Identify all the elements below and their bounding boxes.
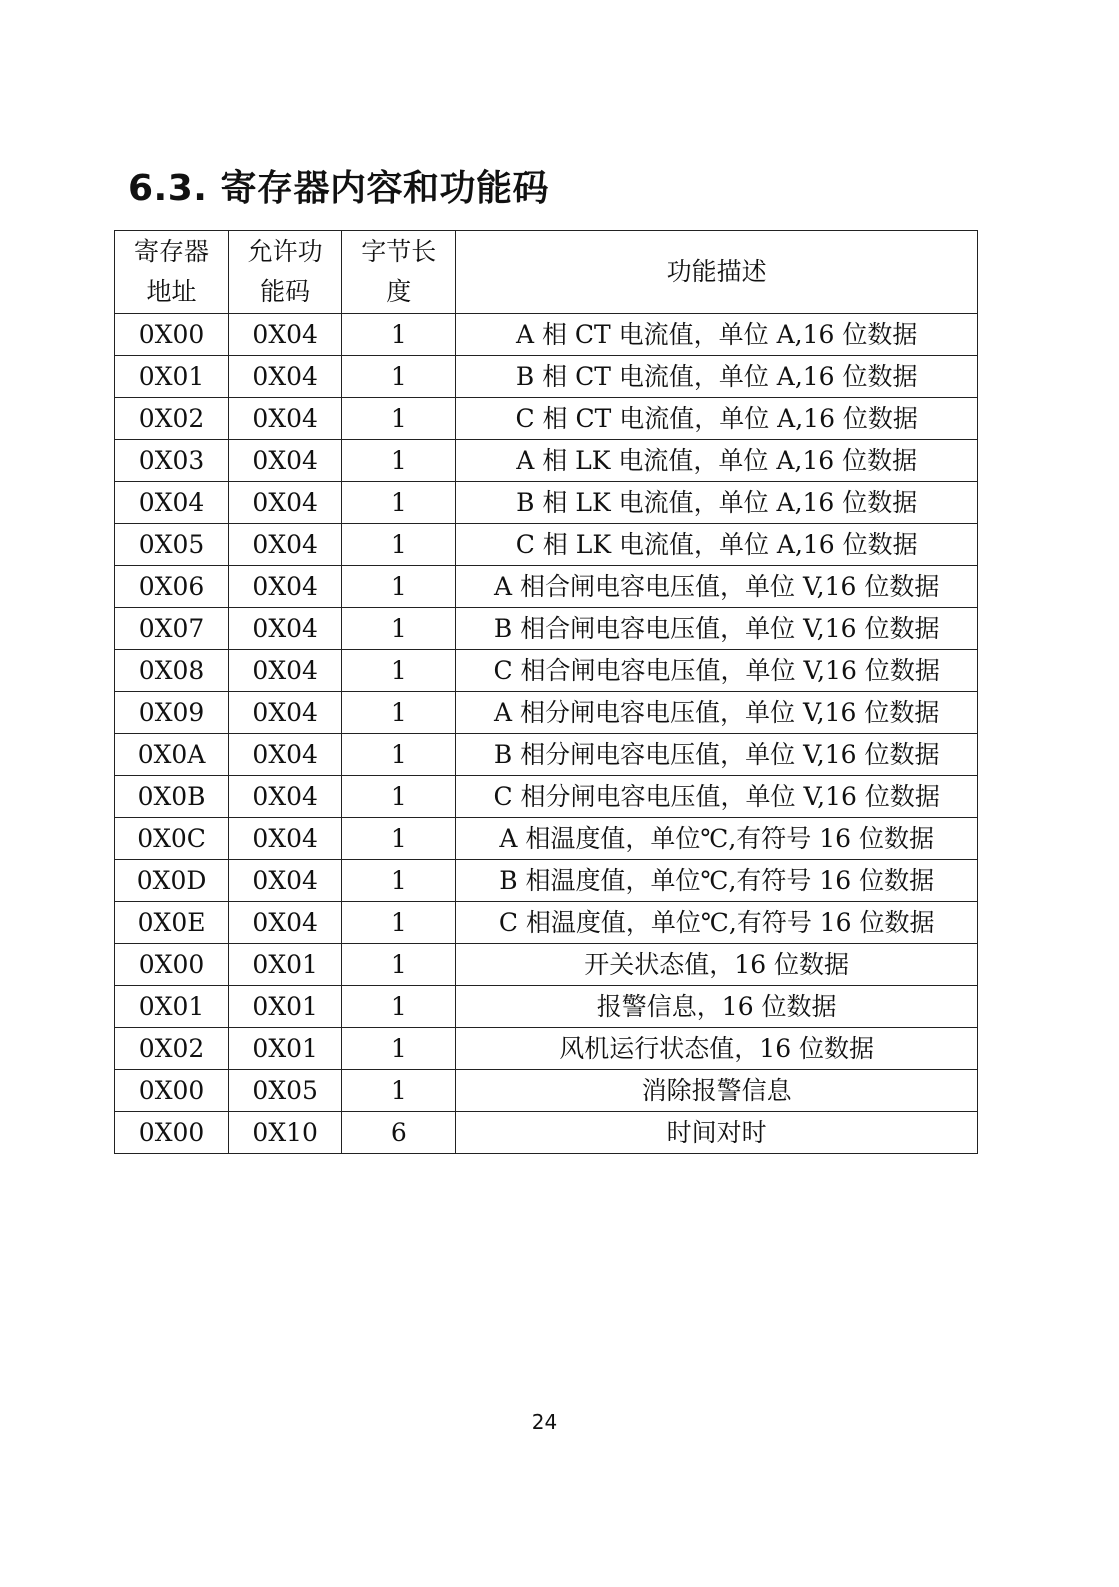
header-register-address-line2: 地址 bbox=[146, 277, 197, 306]
cell-description: A 相 LK 电流值，单位 A,16 位数据 bbox=[456, 440, 978, 482]
cell-register-address: 0X01 bbox=[115, 356, 229, 398]
cell-description: C 相温度值，单位℃,有符号 16 位数据 bbox=[456, 902, 978, 944]
table-row bbox=[115, 692, 978, 734]
table-row bbox=[115, 524, 978, 566]
header-function-code-line2: 能码 bbox=[260, 277, 311, 306]
cell-function-code: 0X05 bbox=[229, 1070, 342, 1112]
table-row bbox=[115, 944, 978, 986]
cell-description: B 相 LK 电流值，单位 A,16 位数据 bbox=[456, 482, 978, 524]
cell-description: B 相温度值，单位℃,有符号 16 位数据 bbox=[456, 860, 978, 902]
cell-byte-length: 1 bbox=[342, 482, 456, 524]
page-number: 24 bbox=[531, 1410, 558, 1434]
header-byte-length-line1: 字节长 bbox=[361, 237, 437, 266]
header-byte-length-line2: 度 bbox=[386, 277, 412, 306]
cell-description: A 相温度值，单位℃,有符号 16 位数据 bbox=[456, 818, 978, 860]
table-row bbox=[115, 986, 978, 1028]
cell-function-code: 0X04 bbox=[229, 608, 342, 650]
table-row bbox=[115, 650, 978, 692]
cell-register-address: 0X04 bbox=[115, 482, 229, 524]
table-row bbox=[115, 902, 978, 944]
cell-description: C 相分闸电容电压值，单位 V,16 位数据 bbox=[456, 776, 978, 818]
cell-byte-length: 1 bbox=[342, 608, 456, 650]
cell-register-address: 0X01 bbox=[115, 986, 229, 1028]
cell-register-address: 0X00 bbox=[115, 1112, 229, 1154]
cell-register-address: 0X02 bbox=[115, 398, 229, 440]
cell-description: C 相合闸电容电压值，单位 V,16 位数据 bbox=[456, 650, 978, 692]
cell-description: A 相分闸电容电压值，单位 V,16 位数据 bbox=[456, 692, 978, 734]
header-register-address-line1: 寄存器 bbox=[134, 237, 210, 266]
table-body bbox=[115, 314, 978, 1154]
cell-description: B 相合闸电容电压值，单位 V,16 位数据 bbox=[456, 608, 978, 650]
cell-byte-length: 1 bbox=[342, 692, 456, 734]
header-register-address bbox=[115, 231, 229, 314]
cell-function-code: 0X04 bbox=[229, 818, 342, 860]
cell-function-code: 0X04 bbox=[229, 734, 342, 776]
register-table bbox=[114, 230, 978, 1154]
cell-description: 消除报警信息 bbox=[456, 1070, 978, 1112]
cell-byte-length: 1 bbox=[342, 860, 456, 902]
cell-byte-length: 1 bbox=[342, 1028, 456, 1070]
table-row bbox=[115, 566, 978, 608]
cell-function-code: 0X04 bbox=[229, 566, 342, 608]
cell-byte-length: 1 bbox=[342, 1070, 456, 1112]
table-row bbox=[115, 398, 978, 440]
table-row bbox=[115, 1112, 978, 1154]
cell-byte-length: 1 bbox=[342, 524, 456, 566]
cell-function-code: 0X04 bbox=[229, 482, 342, 524]
table-row bbox=[115, 776, 978, 818]
cell-description: B 相分闸电容电压值，单位 V,16 位数据 bbox=[456, 734, 978, 776]
cell-byte-length: 1 bbox=[342, 356, 456, 398]
cell-register-address: 0X02 bbox=[115, 1028, 229, 1070]
cell-function-code: 0X04 bbox=[229, 440, 342, 482]
cell-byte-length: 1 bbox=[342, 902, 456, 944]
cell-description: B 相 CT 电流值，单位 A,16 位数据 bbox=[456, 356, 978, 398]
header-byte-length bbox=[342, 231, 456, 314]
cell-function-code: 0X04 bbox=[229, 650, 342, 692]
cell-register-address: 0X05 bbox=[115, 524, 229, 566]
cell-function-code: 0X04 bbox=[229, 902, 342, 944]
cell-register-address: 0X0A bbox=[115, 734, 229, 776]
cell-byte-length: 1 bbox=[342, 986, 456, 1028]
cell-register-address: 0X0E bbox=[115, 902, 229, 944]
table-row bbox=[115, 608, 978, 650]
cell-byte-length: 1 bbox=[342, 314, 456, 356]
section-title: 6.3. 寄存器内容和功能码 bbox=[128, 168, 549, 209]
cell-function-code: 0X04 bbox=[229, 314, 342, 356]
table-row bbox=[115, 440, 978, 482]
cell-function-code: 0X04 bbox=[229, 860, 342, 902]
cell-byte-length: 1 bbox=[342, 440, 456, 482]
cell-function-code: 0X04 bbox=[229, 524, 342, 566]
table-row bbox=[115, 860, 978, 902]
cell-function-code: 0X01 bbox=[229, 944, 342, 986]
table-row bbox=[115, 1070, 978, 1112]
cell-register-address: 0X0B bbox=[115, 776, 229, 818]
cell-byte-length: 6 bbox=[342, 1112, 456, 1154]
cell-byte-length: 1 bbox=[342, 734, 456, 776]
cell-register-address: 0X00 bbox=[115, 314, 229, 356]
cell-register-address: 0X09 bbox=[115, 692, 229, 734]
cell-description: C 相 LK 电流值，单位 A,16 位数据 bbox=[456, 524, 978, 566]
cell-byte-length: 1 bbox=[342, 398, 456, 440]
header-row bbox=[115, 231, 978, 314]
header-description: 功能描述 bbox=[456, 231, 978, 314]
cell-register-address: 0X03 bbox=[115, 440, 229, 482]
cell-function-code: 0X04 bbox=[229, 398, 342, 440]
cell-register-address: 0X06 bbox=[115, 566, 229, 608]
table-row bbox=[115, 356, 978, 398]
cell-function-code: 0X04 bbox=[229, 692, 342, 734]
cell-function-code: 0X04 bbox=[229, 776, 342, 818]
cell-description: 时间对时 bbox=[456, 1112, 978, 1154]
cell-description: 报警信息，16 位数据 bbox=[456, 986, 978, 1028]
table-row bbox=[115, 1028, 978, 1070]
cell-function-code: 0X01 bbox=[229, 986, 342, 1028]
cell-register-address: 0X0D bbox=[115, 860, 229, 902]
header-function-code bbox=[229, 231, 342, 314]
cell-byte-length: 1 bbox=[342, 650, 456, 692]
cell-description: 风机运行状态值，16 位数据 bbox=[456, 1028, 978, 1070]
table-row bbox=[115, 314, 978, 356]
cell-description: A 相合闸电容电压值，单位 V,16 位数据 bbox=[456, 566, 978, 608]
cell-register-address: 0X0C bbox=[115, 818, 229, 860]
cell-register-address: 0X08 bbox=[115, 650, 229, 692]
cell-description: C 相 CT 电流值，单位 A,16 位数据 bbox=[456, 398, 978, 440]
cell-byte-length: 1 bbox=[342, 818, 456, 860]
cell-register-address: 0X07 bbox=[115, 608, 229, 650]
cell-register-address: 0X00 bbox=[115, 944, 229, 986]
cell-byte-length: 1 bbox=[342, 566, 456, 608]
table-row bbox=[115, 734, 978, 776]
cell-register-address: 0X00 bbox=[115, 1070, 229, 1112]
cell-byte-length: 1 bbox=[342, 776, 456, 818]
cell-description: A 相 CT 电流值，单位 A,16 位数据 bbox=[456, 314, 978, 356]
cell-function-code: 0X01 bbox=[229, 1028, 342, 1070]
cell-function-code: 0X10 bbox=[229, 1112, 342, 1154]
cell-byte-length: 1 bbox=[342, 944, 456, 986]
table-row bbox=[115, 818, 978, 860]
table-row bbox=[115, 482, 978, 524]
cell-function-code: 0X04 bbox=[229, 356, 342, 398]
table-header bbox=[115, 231, 978, 314]
header-function-code-line1: 允许功 bbox=[247, 237, 323, 266]
cell-description: 开关状态值，16 位数据 bbox=[456, 944, 978, 986]
